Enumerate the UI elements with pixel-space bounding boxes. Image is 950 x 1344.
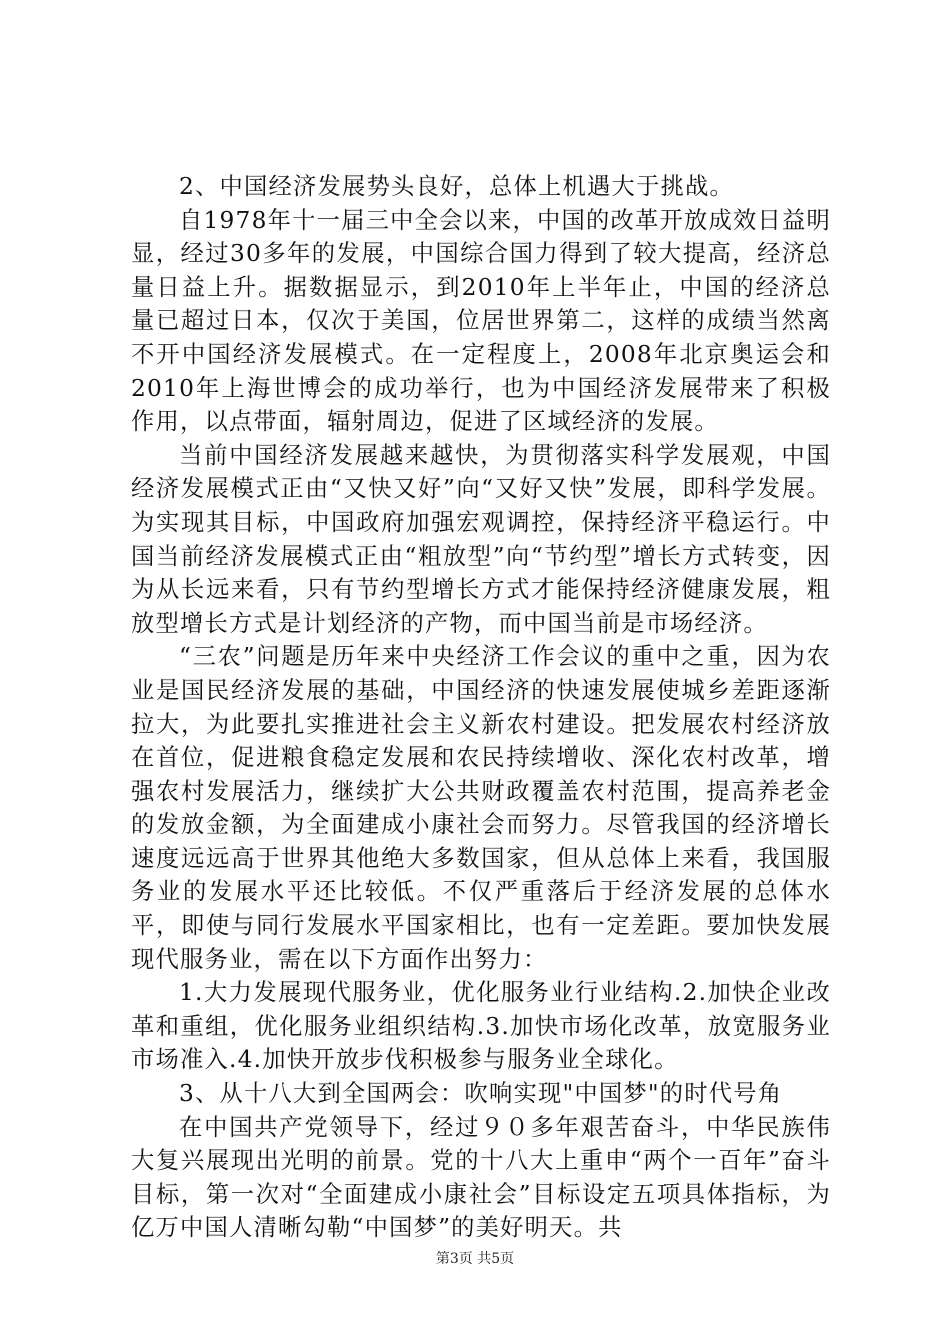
- section-heading-2: 2、中国经济发展势头良好，总体上机遇大于挑战。: [179, 173, 734, 200]
- body-paragraph: 自1978年十一届三中全会以来，中国的改革开放成效日益明显，经过30多年的发展，中国综合国力得到了较大提高，经济总量日益上升。据数据显示，到2010年上半年止，中国的经济总量已超过日本，仅次于美国，位居世界第二，这样的成绩当然离不开中国经济发展模式。在一定程度上，2008年北京奥运会和2010年上海世博会的成功举行，也为中国经济发展带来了积极作用，以点带面，辐射周边，促进了区域经济的发展。: [131, 206, 832, 436]
- document-body: [131, 170, 831, 1245]
- page-footer: 第3页 共5页: [435, 1251, 515, 1267]
- body-paragraph: 在中国共产党领导下，经过９０多年艰苦奋斗，中华民族伟大复兴展现出光明的前景。党的十八大上重申“两个一百年”奋斗目标，第一次对“全面建成小康社会”目标设定五项具体指标，为亿万中国人清晰勾勒“中国梦”的美好明天。共: [131, 1113, 831, 1242]
- section-heading-3: 3、从十八大到全国两会：吹响实现"中国梦"的时代号角: [179, 1080, 783, 1108]
- body-paragraph: 当前中国经济发展越来越快，为贯彻落实科学发展观，中国经济发展模式正由“又快又好”向“又好又快”发展，即科学发展。为实现其目标，中国政府加强宏观调控，保持经济平稳运行。中国当前经济发展模式正由“粗放型”向“节约型”增长方式转变，因为从长远来看，只有节约型增长方式才能保持经济健康发展，粗放型增长方式是计划经济的产物，而中国当前是市场经济。: [131, 441, 831, 637]
- numbered-list-paragraph: 1.大力发展现代服务业，优化服务业行业结构.2.加快企业改革和重组，优化服务业组织结构.3.加快市场化改革，放宽服务业市场准入.4.加快开放步伐积极参与服务业全球化。: [131, 979, 831, 1074]
- body-paragraph: “三农”问题是历年来中央经济工作会议的重中之重，因为农业是国民经济发展的基础，中国经济的快速发展使城乡差距逐渐拉大，为此要扎实推进社会主义新农村建设。把发展农村经济放在首位，促进粮食稳定发展和农民持续增收、深化农村改革，增强农村发展活力，继续扩大公共财政覆盖农村范围，提高养老金的发放金额，为全面建成小康社会而努力。尽管我国的经济增长速度远远高于世界其他绝大多数国家，但从总体上来看，我国服务业的发展水平还比较低。不仅严重落后于经济发展的总体水平，即使与同行发展水平国家相比，也有一定差距。要加快发展现代服务业，需在以下方面作出努力：: [131, 643, 831, 973]
